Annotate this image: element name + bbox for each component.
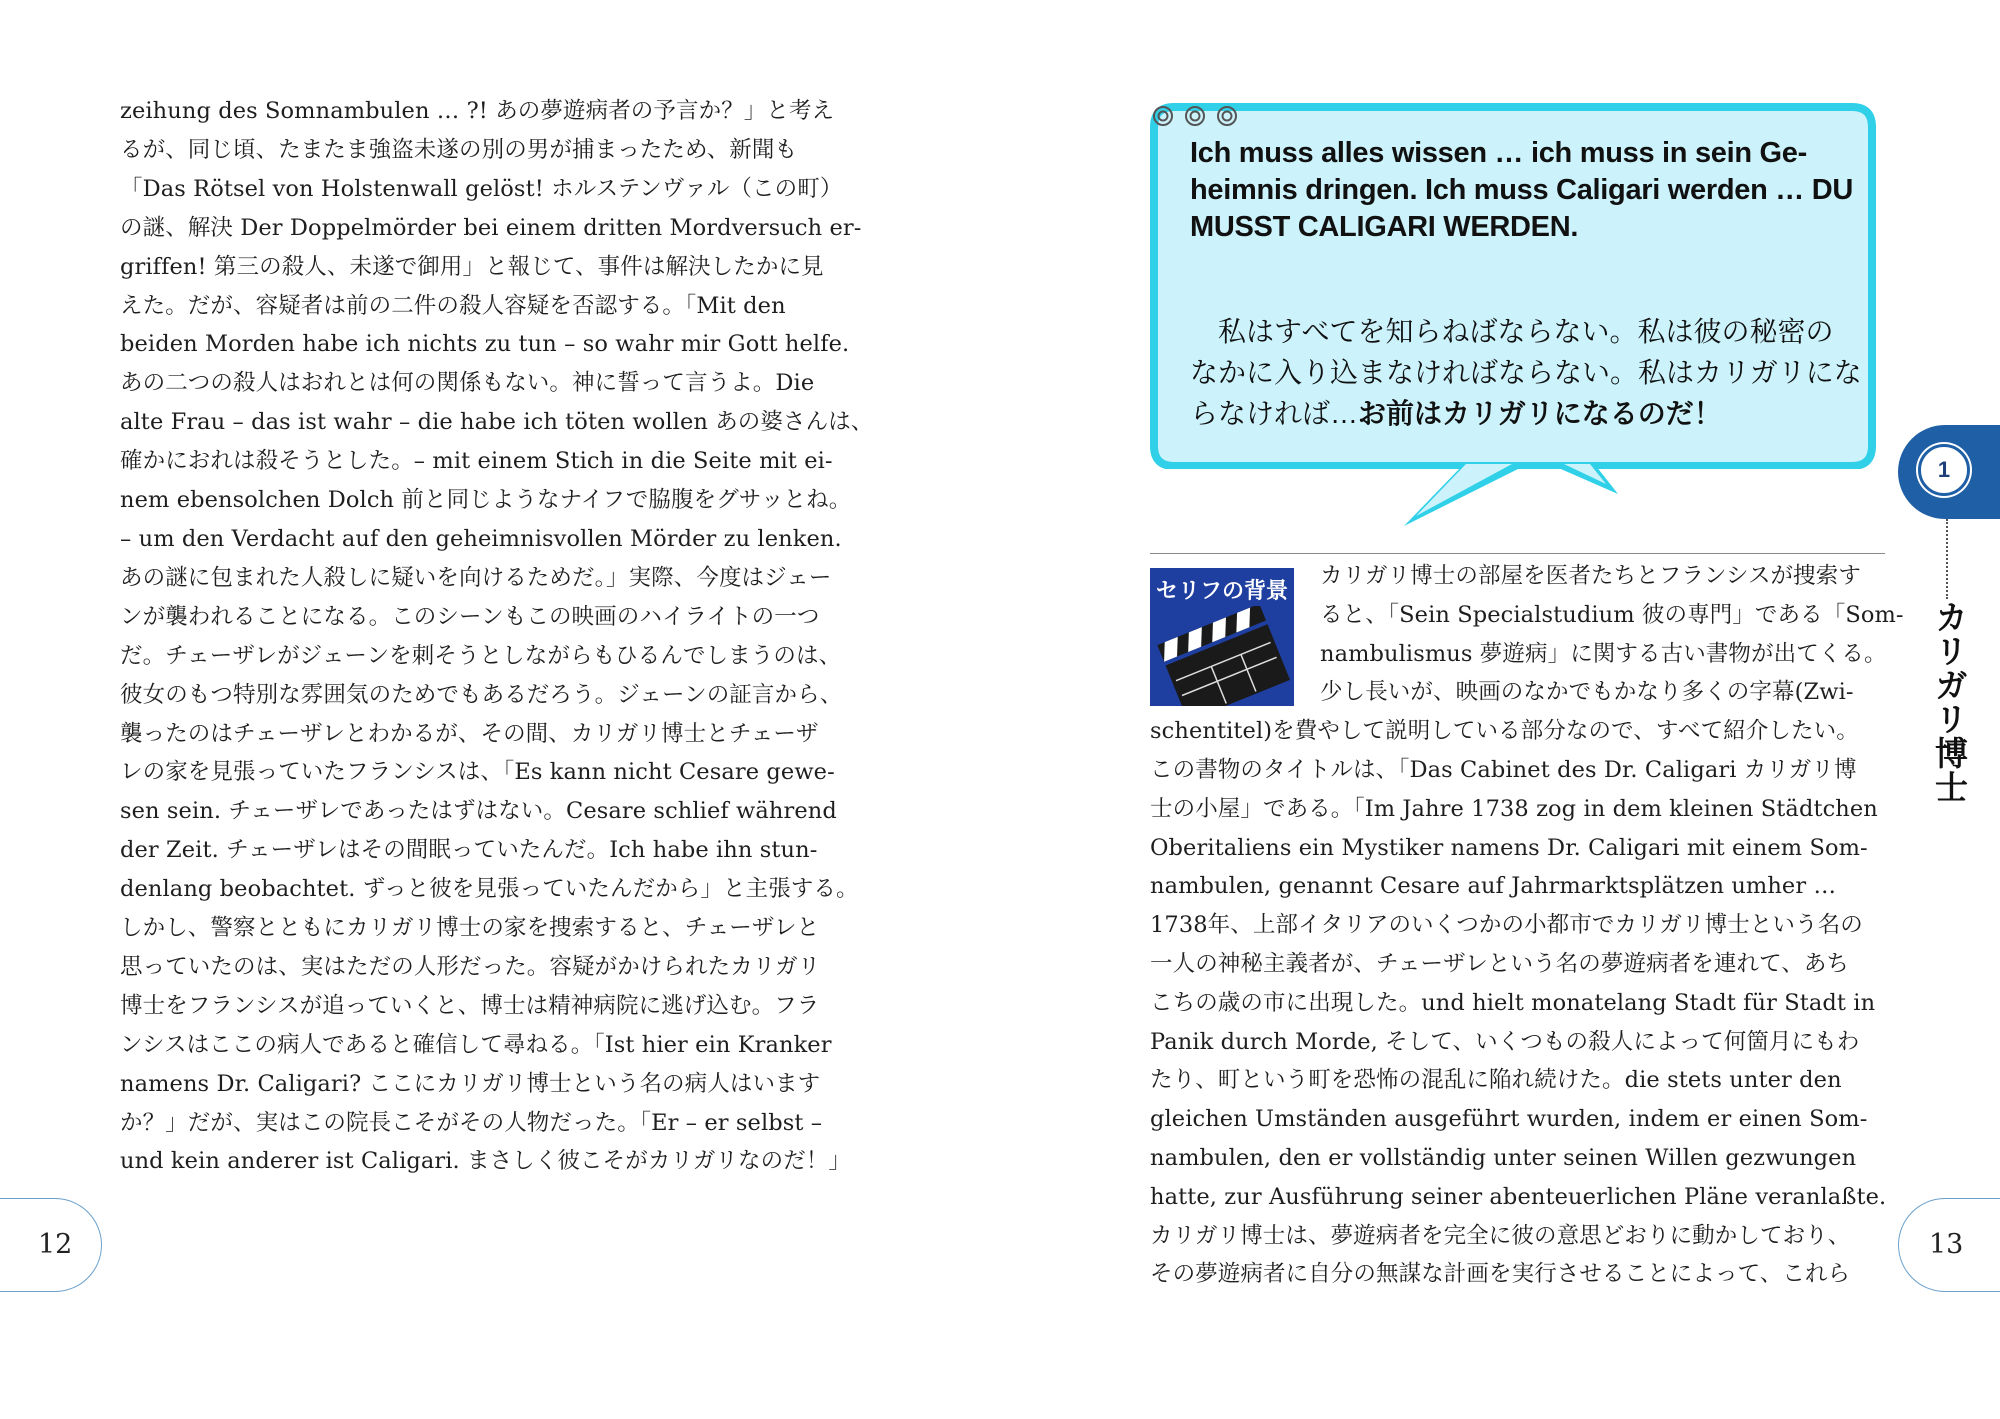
text-line: 博士をフランシスが追っていくと、博士は精神病院に逃げ込む。フラ [120, 992, 820, 1019]
text-line: Panik durch Morde, そして、いくつもの殺人によって何箇月にもわ [1150, 1028, 1860, 1055]
text-line: たり、町という町を恐怖の混乱に陥れ続けた。die stets unter den [1150, 1067, 1842, 1094]
text-line: – um den Verdacht auf den geheimnisvollen Mörder zu lenken. [120, 525, 842, 552]
bubble-japanese-bold: お前はカリガリになるのだ！ [1358, 398, 1722, 429]
chapter-title: カリガリ博士 [1930, 600, 1969, 804]
page-number-right: 13 [1898, 1198, 2000, 1292]
text-line: 一人の神秘主義者が、チェーザレという名の夢遊病者を連れて、あち [1150, 950, 1850, 977]
text-line: griffen! 第三の殺人、未遂で御用」と報じて、事件は解決したかに見 [120, 253, 824, 280]
section-badge-title: セリフの背景 [1155, 578, 1288, 603]
text-line: zeihung des Somnambulen … ?! あの夢遊病者の予言か？」と考え [120, 98, 835, 124]
text-line: ると、「Sein Specialstudium 彼の専門」である「Som- [1320, 601, 1904, 628]
text-line: der Zeit. チェーザレはその間眠っていたんだ。Ich habe ihn stun- [120, 837, 818, 864]
text-line: カリガリ博士の部屋を医者たちとフランシスが捜索す [1320, 563, 1861, 589]
text-line: 彼女のもつ特別な雰囲気のためでもあるだろう。ジェーンの証言から、 [120, 681, 843, 708]
text-line: の謎、解決 Der Doppelmörder bei einem dritten Mordversuch er- [120, 214, 862, 241]
text-line: 思っていたのは、実はただの人形だった。容疑がかけられたカリガリ [120, 953, 821, 980]
text-line: 少し長いが、映画のなかでもかなり多くの字幕(Zwi- [1320, 679, 1854, 706]
text-line: か？」だが、実はこの院長こそがその人物だった。「Er – er selbst – [120, 1109, 823, 1136]
text-line: hatte, zur Ausführung seiner abenteuerlichen Pläne veranlaßte. [1150, 1183, 1887, 1210]
text-line: カリガリ博士は、夢遊病者を完全に彼の意思どおりに動かしており、 [1150, 1222, 1851, 1249]
chapter-dotted-line [1946, 519, 1948, 599]
text-line: だ。チェーザレがジェーンを刺そうとしながらもひるんでしまうのは、 [120, 642, 842, 669]
text-line: nambulen, den er vollständig unter seinen Willen gezwungen [1150, 1144, 1857, 1171]
chapter-number: 1 [1918, 444, 1970, 496]
text-line: und kein anderer ist Caligari. まさしく彼こそがカリガリなのだ！」 [120, 1148, 852, 1175]
text-line: 士の小屋」である。「Im Jahre 1738 zog in dem kleinen Städtchen [1150, 795, 1878, 822]
text-line: 1738年、上部イタリアのいくつかの小都市でカリガリ博士という名の [1150, 912, 1863, 939]
chapter-tab [1898, 425, 2000, 519]
text-line: この書物のタイトルは、「Das Cabinet des Dr. Caligari カリガリ博 [1150, 756, 1857, 783]
text-line: sen sein. チェーザレであったはずはない。Cesare schlief während [120, 798, 837, 825]
text-line: その夢遊病者に自分の無謀な計画を実行させることによって、これら [1150, 1261, 1851, 1288]
bubble-japanese-line: なかに入り込まなければならない。私はカリガリにな [1190, 357, 1862, 388]
triple-circle-ornament-icon [1150, 103, 1240, 129]
section-divider [1150, 553, 1885, 554]
text-line: レの家を見張っていたフランシスは、「Es kann nicht Cesare gewe- [120, 759, 835, 786]
text-line: namens Dr. Caligari? ここにカリガリ博士という名の病人はいます [120, 1070, 821, 1097]
bubble-japanese-normal: らなければ… [1190, 398, 1359, 429]
text-line: gleichen Umständen ausgeführt wurden, indem er einen Som- [1150, 1106, 1868, 1133]
text-line: nem ebensolchen Dolch 前と同じようなナイフで脇腹をグサッとね。 [120, 487, 852, 514]
bubble-german-line: Ich muss alles wissen … ich muss in sein Ge- [1190, 137, 1807, 169]
bubble-japanese-line-last [1190, 393, 1860, 434]
text-line: あの謎に包まれた人殺しに疑いを向けるためだ。」実際、今度はジェー [120, 564, 832, 591]
text-line: nambulen, genannt Cesare auf Jahrmarktsplätzen umher … [1150, 873, 1837, 900]
right-page [1000, 0, 2000, 1419]
speech-bubble [1150, 103, 1876, 469]
text-line: 「Das Rötsel von Holstenwall gelöst! ホルステンヴァル（この町） [120, 175, 843, 202]
page-number-left: 12 [0, 1198, 102, 1292]
text-line: denlang beobachtet. ずっと彼を見張っていたんだから」と主張する。 [120, 876, 859, 903]
text-line: あの二つの殺人はおれとは何の関係もない。神に誓って言うよ。Die [120, 370, 815, 397]
text-line: ンが襲われることになる。このシーンもこの映画のハイライトの一つ [120, 603, 820, 630]
text-line: こちの歳の市に出現した。und hielt monatelang Stadt für Stadt in [1150, 989, 1876, 1016]
text-line: beiden Morden habe ich nichts zu tun – so wahr mir Gott helfe. [120, 331, 850, 358]
text-line: るが、同じ頃、たまたま強盗未遂の別の男が捕まったため、新聞も [120, 136, 798, 163]
text-line: schentitel)を費やして説明している部分なので、すべて紹介したい。 [1150, 718, 1859, 745]
bubble-german-line: MUSST CALIGARI WERDEN. [1190, 211, 1579, 243]
text-line: alte Frau – das ist wahr – die habe ich töten wollen あの婆さんは、 [120, 409, 874, 436]
text-line: 襲ったのはチェーザレとわかるが、その間、カリガリ博士とチェーザ [120, 720, 819, 747]
speech-bubble-japanese [1190, 311, 1860, 434]
bubble-german-line: heimnis dringen. Ich muss Caligari werden … DU [1190, 174, 1854, 206]
left-body-text [120, 92, 874, 1181]
text-line: しかし、警察とともにカリガリ博士の家を捜索すると、チェーザレと [120, 915, 820, 942]
text-line: ンシスはここの病人であると確信して尋ねる。「Ist hier ein Kranker [120, 1031, 832, 1058]
speech-bubble-german [1190, 135, 1854, 246]
text-line: えた。だが、容疑者は前の二件の殺人容疑を否認する。「Mit den [120, 292, 786, 319]
right-body-text [1150, 557, 1904, 1294]
bubble-japanese-line: 私はすべてを知らねばならない。私は彼の秘密の [1218, 316, 1834, 347]
text-line: Oberitaliens ein Mystiker namens Dr. Caligari mit einem Som- [1150, 834, 1868, 861]
speech-bubble-tail [1400, 458, 1640, 530]
text-line: 確かにおれは殺そうとした。– mit einem Stich in die Seite mit ei- [120, 448, 833, 475]
text-line: nambulismus 夢遊病」に関する古い書物が出てくる。 [1320, 640, 1887, 667]
